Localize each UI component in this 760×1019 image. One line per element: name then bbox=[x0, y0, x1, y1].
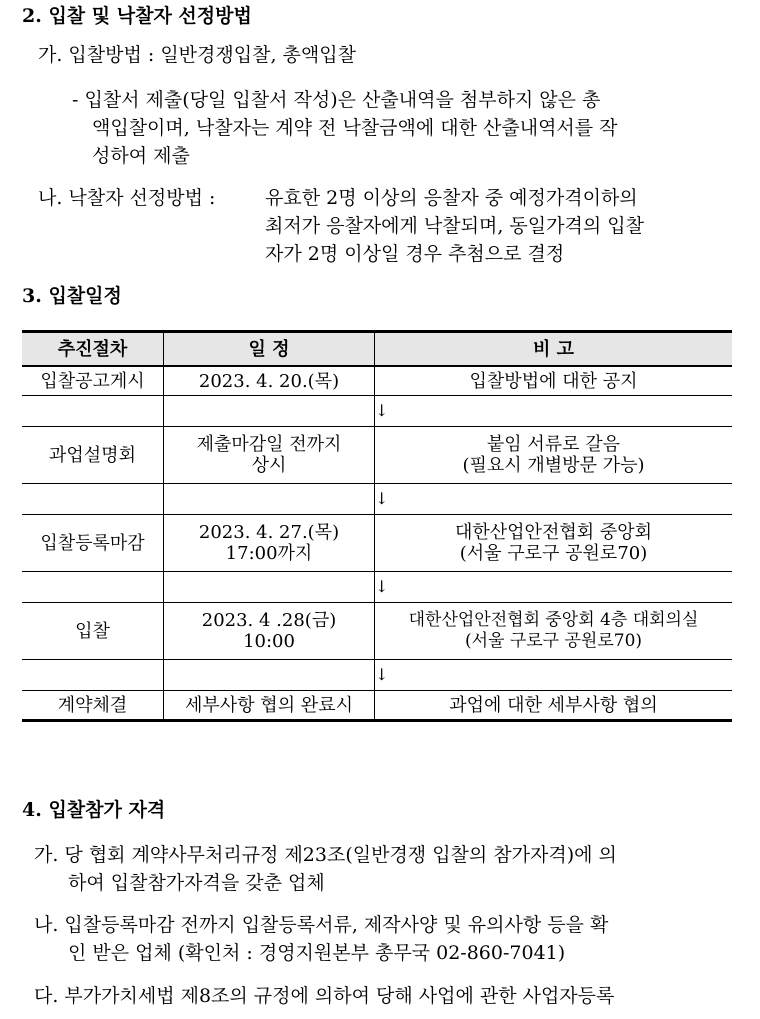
table-row bbox=[22, 366, 732, 396]
row-step: 계약체결 bbox=[22, 691, 164, 721]
schedule-line: 2023. 4 .28(금) bbox=[201, 610, 337, 631]
row-step: 과업설명회 bbox=[22, 427, 164, 484]
arrow-spacer bbox=[22, 396, 164, 427]
row-note bbox=[375, 515, 733, 572]
section-4-item-da-line-1: 다. 부가가치세법 제8조의 규정에 의하여 당해 사업에 관한 사업자등록 bbox=[34, 985, 615, 1007]
row-note bbox=[375, 427, 733, 484]
schedule-line: 17:00까지 bbox=[225, 543, 313, 564]
note-line: 입찰방법에 대한 공지 bbox=[469, 370, 638, 392]
section-4-item-na-line-2: 인 받은 업체 (확인처 : 경영지원본부 총무국 02-860-7041) bbox=[68, 942, 566, 964]
arrow-spacer bbox=[164, 660, 375, 691]
row-schedule bbox=[164, 603, 375, 660]
section-2-item-na-line-1: 유효한 2명 이상의 응찰자 중 예정가격이하의 bbox=[265, 187, 638, 209]
section-2-item-na-line-2: 최저가 응찰자에게 낙찰되며, 동일가격의 입찰 bbox=[265, 215, 644, 237]
arrow-row bbox=[22, 660, 732, 691]
section-4-item-ga-line-2: 하여 입찰참가자격을 갖춘 업체 bbox=[68, 872, 325, 894]
row-schedule bbox=[164, 515, 375, 572]
schedule-line: 2023. 4. 20.(목) bbox=[198, 370, 340, 392]
schedule-table bbox=[22, 330, 732, 722]
down-arrow-icon: ↓ bbox=[375, 660, 733, 691]
row-note bbox=[375, 691, 733, 721]
row-schedule bbox=[164, 366, 375, 396]
table-row bbox=[22, 603, 732, 660]
row-step: 입찰등록마감 bbox=[22, 515, 164, 572]
section-4-item-na-line-1: 나. 입찰등록마감 전까지 입찰등록서류, 제작사양 및 유의사항 등을 확 bbox=[34, 914, 609, 936]
section-4-item-ga-line-1: 가. 당 협회 계약사무처리규정 제23조(일반경쟁 입찰의 참가자격)에 의 bbox=[34, 844, 617, 866]
section-2-item-na-line-3: 자가 2명 이상일 경우 추첨으로 결정 bbox=[265, 243, 565, 265]
row-step: 입찰공고게시 bbox=[22, 366, 164, 396]
note-line: 대한산업안전협회 중앙회 bbox=[455, 522, 652, 543]
note-line: (필요시 개별방문 가능) bbox=[462, 455, 645, 476]
arrow-spacer bbox=[164, 572, 375, 603]
arrow-spacer bbox=[22, 572, 164, 603]
arrow-spacer bbox=[164, 396, 375, 427]
row-schedule bbox=[164, 427, 375, 484]
arrow-row bbox=[22, 572, 732, 603]
down-arrow-icon: ↓ bbox=[375, 484, 733, 515]
section-2-note-line-1: - 입찰서 제출(당일 입찰서 작성)은 산출내역을 첨부하지 않은 총 bbox=[72, 89, 601, 111]
schedule-line: 2023. 4. 27.(목) bbox=[198, 522, 340, 543]
note-line: 붙임 서류로 갈음 bbox=[486, 434, 621, 455]
row-note bbox=[375, 603, 733, 660]
section-3-heading: 3. 입찰일정 bbox=[22, 285, 122, 307]
note-line: 대한산업안전협회 중앙회 4층 대회의실 bbox=[408, 610, 699, 630]
table-row bbox=[22, 515, 732, 572]
section-4-heading: 4. 입찰참가 자격 bbox=[22, 799, 166, 821]
table-row bbox=[22, 427, 732, 484]
section-2-item-ga: 가. 입찰방법 : 일반경쟁입찰, 총액입찰 bbox=[38, 44, 356, 66]
arrow-spacer bbox=[22, 484, 164, 515]
header-step: 추진절차 bbox=[22, 332, 164, 367]
section-2-heading: 2. 입찰 및 낙찰자 선정방법 bbox=[22, 5, 252, 27]
note-line: 과업에 대한 세부사항 협의 bbox=[449, 694, 658, 716]
section-2-note-line-3: 성하여 제출 bbox=[92, 145, 190, 167]
section-2-note-line-2: 액입찰이며, 낙찰자는 계약 전 낙찰금액에 대한 산출내역서를 작 bbox=[92, 117, 618, 139]
row-schedule bbox=[164, 691, 375, 721]
header-note: 비 고 bbox=[375, 332, 733, 367]
note-line: (서울 구로구 공원로70) bbox=[459, 543, 648, 564]
arrow-row bbox=[22, 484, 732, 515]
down-arrow-icon: ↓ bbox=[375, 396, 733, 427]
schedule-line: 상시 bbox=[251, 455, 287, 476]
down-arrow-icon: ↓ bbox=[375, 572, 733, 603]
section-2-item-na-label: 나. 낙찰자 선정방법 : bbox=[38, 187, 216, 209]
table-row bbox=[22, 691, 732, 721]
schedule-line: 제출마감일 전까지 bbox=[196, 434, 342, 455]
header-schedule: 일 정 bbox=[164, 332, 375, 367]
arrow-spacer bbox=[22, 660, 164, 691]
row-note bbox=[375, 366, 733, 396]
schedule-line: 세부사항 협의 완료시 bbox=[185, 694, 353, 716]
note-line: (서울 구로구 공원로70) bbox=[464, 631, 643, 651]
arrow-row bbox=[22, 396, 732, 427]
row-step: 입찰 bbox=[22, 603, 164, 660]
schedule-header-row bbox=[22, 332, 732, 367]
arrow-spacer bbox=[164, 484, 375, 515]
schedule-line: 10:00 bbox=[243, 631, 295, 652]
